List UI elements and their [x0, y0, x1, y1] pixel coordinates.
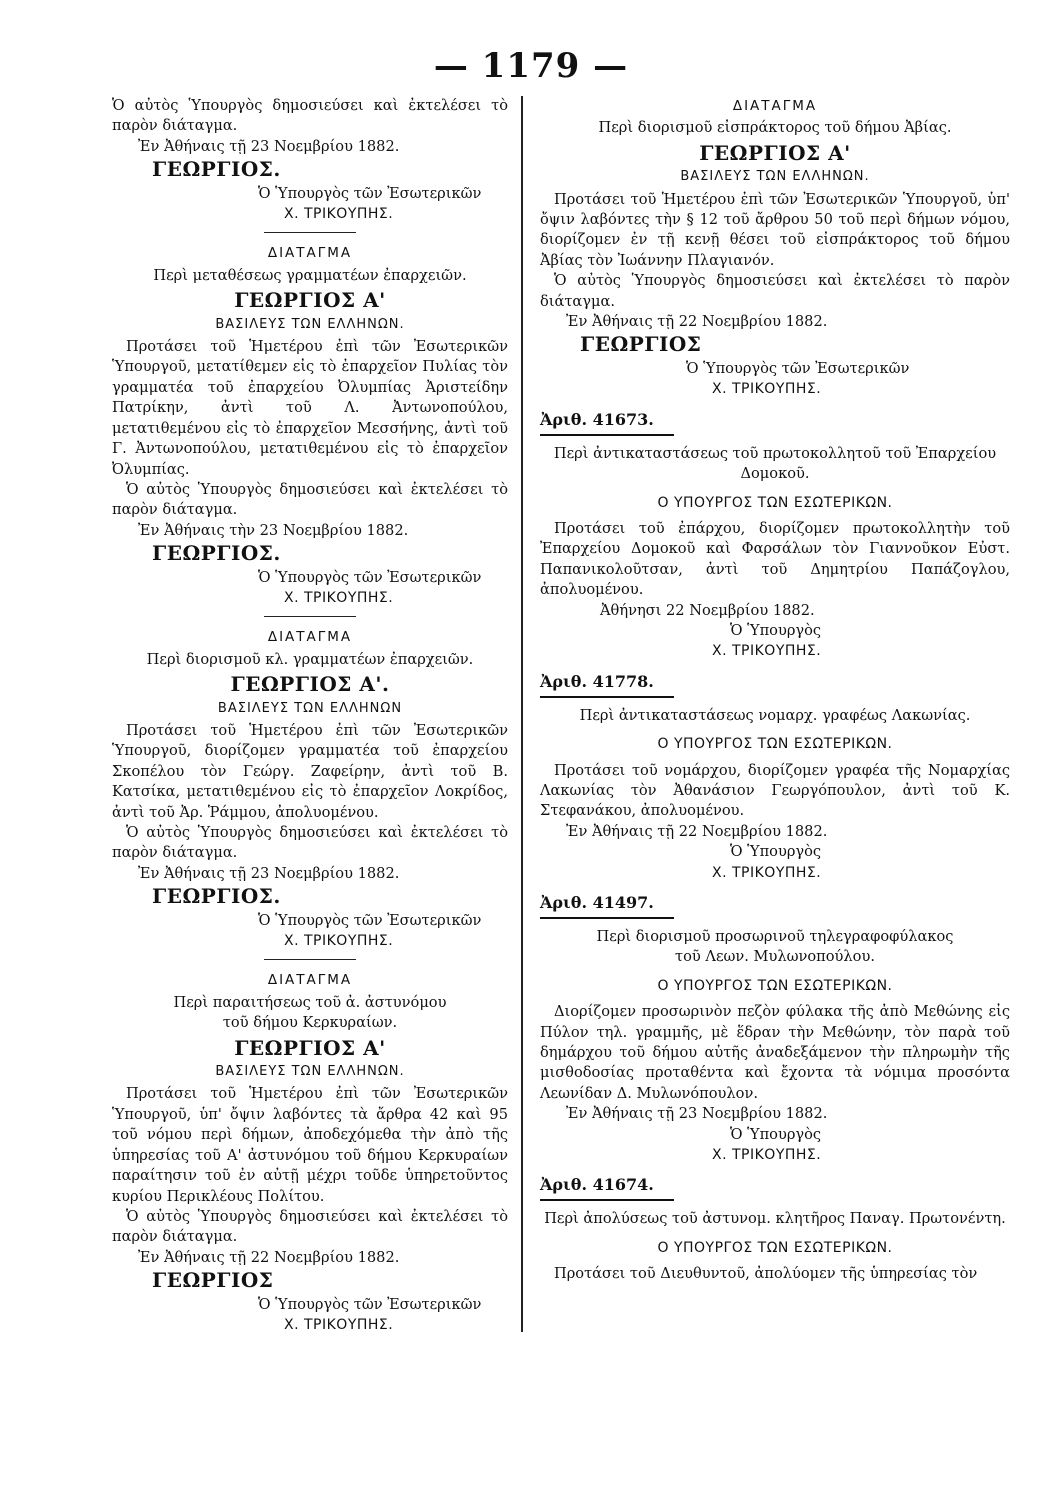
king-heading: ΓΕΩΡΓΙΟΣ Α' [699, 140, 851, 165]
order-number-row [540, 410, 1010, 436]
minister-title: Ὁ Ὑπουργὸς [730, 843, 822, 861]
minister-title: Ὁ Ὑπουργὸς τῶν Ἐσωτερικῶν [686, 359, 910, 377]
order-number-underline [540, 696, 674, 698]
minister-heading: Ο ΥΠΟΥΡΓΟΣ ΤΩΝ ΕΣΩΤΕΡΙΚΩΝ. [657, 736, 893, 753]
king-heading: ΓΕΩΡΓΙΟΣ Α' [234, 1035, 386, 1060]
date-line: Ἐν Ἀθήναις τῇ 22 Νοεμβρίου 1882. [566, 313, 828, 331]
minister-title: Ὁ Ὑπουργὸς τῶν Ἐσωτερικῶν [258, 184, 482, 202]
continued-decree-ending [112, 96, 508, 224]
order-body: Διορίζομεν προσωρινὸν πεζὸν φύλακα τῆς ἀπὸ Μεθώνης εἰς Πύλον τηλ. γραμμῆς, μὲ ἕδραν τὴν Μεθώνην, τὸν παρὰ τοῦ δημάρχου τοῦ δήμου αὐτῆς ἀναδεξάμενον τὴν πληρωμὴν τῆς μισθοδοσίας προταθέντα καὶ ἔχοντα τὰ νόμιμα προσόντα Λεωνίδαν Δ. Μυλωνόπουλον. [540, 1003, 1010, 1102]
order-subject: Περὶ ἀντικαταστάσεως νομαρχ. γραφέως Λακωνίας. [579, 706, 971, 724]
order-number-underline [540, 434, 674, 436]
king-heading: ΓΕΩΡΓΙΟΣ Α'. [230, 672, 390, 697]
closing-text: Ὁ αὐτὸς Ὑπουργὸς δημοσιεύσει καὶ ἐκτελέσει τὸ παρὸν διάταγμα. [540, 272, 1010, 310]
order-subject-cont: τοῦ Λεων. Μυλωνοπούλου. [675, 948, 875, 966]
order-number: Ἀριθ. 41778. [540, 671, 654, 691]
basileus-heading: ΒΑΣΙΛΕΥΣ ΤΩΝ ΕΛΛΗΝΩΝ. [680, 169, 870, 185]
minister-name: Χ. ΤΡΙΚΟΥΠΗΣ. [284, 1316, 394, 1333]
closing-text: Ὁ αὐτὸς Ὑπουργὸς δημοσιεύσει καὶ ἐκτελέσει τὸ παρὸν διάταγμα. [112, 1207, 508, 1246]
date-line: Ἐν Ἀθήναις τῇ 23 Νοεμβρίου 1882. [138, 137, 400, 155]
order-number-row [540, 672, 1010, 698]
decree-subject-cont: τοῦ δήμου Κερκυραίων. [222, 1014, 398, 1032]
page-number: — 1179 — [433, 46, 629, 86]
section-separator [264, 616, 356, 617]
order-number-row [540, 1175, 1010, 1201]
minister-name: Χ. ΤΡΙΚΟΥΠΗΣ. [284, 206, 394, 223]
right-column [540, 96, 1010, 1285]
king-signature: ΓΕΩΡΓΙΟΣ [152, 1268, 274, 1293]
king-signature: ΓΕΩΡΓΙΟΣ. [152, 157, 281, 182]
decree-body: Προτάσει τοῦ Ἡμετέρου ἐπὶ τῶν Ἐσωτερικῶν Ὑπουργοῦ, μετατίθεμεν εἰς τὸ ἐπαρχεῖον Πυλίας τὸν γραμματέα τοῦ ἐπαρχείου Ὀλυμπίας Ἀριστείδην Πατρίκην, ἀντὶ τοῦ Λ. Ἀντωνοπούλου, μετατιθεμένου εἰς τὸ ἐπαρχεῖον Μεσσήνης, ἀντὶ τοῦ Γ. Ἀντωνοπούλου, μετατιθεμένου εἰς τὸ ἐπαρχεῖον Ὀλυμπίας. [112, 338, 508, 478]
decree-heading: ΔΙΑΤΑΓΜΑ [732, 98, 818, 114]
section-separator [264, 232, 356, 233]
order-number: Ἀριθ. 41674. [540, 1175, 654, 1195]
king-signature: ΓΕΩΡΓΙΟΣ [580, 332, 702, 357]
order-body: Προτάσει τοῦ Διευθυντοῦ, ἀπολύομεν τῆς ὑπηρεσίας τὸν [554, 1265, 978, 1283]
order-body: Προτάσει τοῦ ἐπάρχου, διορίζομεν πρωτοκολλητὴν τοῦ Ἐπαρχείου Δομοκοῦ καὶ Φαρσάλων τὸν Γιαννοῦκον Εὐστ. Παπανικολοῦτσαν, ἀντὶ τοῦ Δημητρίου Παπάζογλου, ἀπολυομένου. [540, 519, 1010, 599]
king-signature: ΓΕΩΡΓΙΟΣ. [152, 541, 281, 566]
order-41674 [540, 1175, 1010, 1284]
section-separator [264, 959, 356, 960]
closing-text: Ὁ αὐτὸς Ὑπουργὸς δημοσιεύσει καὶ ἐκτελέσει τὸ παρὸν διάταγμα. [112, 824, 508, 862]
decree-heading: ΔΙΑΤΑΓΜΑ [267, 245, 353, 262]
minister-heading: Ο ΥΠΟΥΡΓΟΣ ΤΩΝ ΕΣΩΤΕΡΙΚΩΝ. [657, 1239, 893, 1256]
closing-text: Ὁ αὐτὸς Ὑπουργὸς δημοσιεύσει καὶ ἐκτελέσει τὸ παρὸν διάταγμα. [112, 97, 508, 135]
order-number-row [540, 893, 1010, 919]
decree-police-resignation [112, 970, 508, 1335]
order-subject: Περὶ διορισμοῦ προσωρινοῦ τηλεγραφοφύλακος [596, 928, 954, 945]
minister-name: Χ. ΤΡΙΚΟΥΠΗΣ. [284, 933, 394, 950]
minister-title: Ὁ Ὑπουργὸς τῶν Ἐσωτερικῶν [258, 568, 482, 586]
date-line: Ἐν Ἀθήναις τῇ 22 Νοεμβρίου 1882. [138, 1248, 400, 1266]
decree-subject: Περὶ διορισμοῦ κλ. γραμματέων ἐπαρχειῶν. [146, 650, 474, 668]
decree-heading: ΔΙΑΤΑΓΜΑ [267, 629, 353, 646]
decree-subject: Περὶ παραιτήσεως τοῦ ἀ. ἀστυνόμου [173, 993, 447, 1011]
basileus-heading: ΒΑΣΙΛΕΥΣ ΤΩΝ ΕΛΛΗΝΩΝ. [215, 316, 405, 332]
date-line: Ἐν Ἀθήναις τὴν 23 Νοεμβρίου 1882. [138, 521, 409, 539]
date-line: Ἐν Ἀθήναις τῇ 22 Νοεμβρίου 1882. [566, 822, 828, 840]
decree-transfer-secretaries [112, 243, 508, 608]
king-heading: ΓΕΩΡΓΙΟΣ Α' [234, 288, 386, 313]
minister-title: Ὁ Ὑπουργὸς τῶν Ἐσωτερικῶν [258, 1295, 482, 1313]
minister-name: Χ. ΤΡΙΚΟΥΠΗΣ. [712, 643, 822, 660]
basileus-heading: ΒΑΣΙΛΕΥΣ ΤΩΝ ΕΛΛΗΝΩΝ. [215, 1064, 405, 1080]
minister-name: Χ. ΤΡΙΚΟΥΠΗΣ. [712, 1147, 822, 1164]
decree-body: Προτάσει τοῦ Ἡμετέρου ἐπὶ τῶν Ἐσωτερικῶν Ὑπουργοῦ, διορίζομεν γραμματέα τοῦ ἐπαρχείου Σκοπέλου τὸν Γεώργ. Ζαφείρην, ἀντὶ τοῦ Β. Κατσίκα, μετατιθεμένου εἰς τὸ ἐπαρχεῖον Λοκρίδος, ἀντὶ τοῦ Ἀρ. Ῥάμμου, ἀπολυομένου. [112, 721, 508, 821]
order-number-underline [540, 917, 674, 919]
order-number: Ἀριθ. 41497. [540, 893, 654, 912]
minister-heading: Ο ΥΠΟΥΡΓΟΣ ΤΩΝ ΕΣΩΤΕΡΙΚΩΝ. [657, 494, 893, 511]
decree-tax-collector [540, 96, 1010, 400]
order-41778 [540, 672, 1010, 883]
minister-title: Ὁ Ὑπουργὸς τῶν Ἐσωτερικῶν [258, 911, 482, 929]
decree-heading: ΔΙΑΤΑΓΜΑ [267, 972, 353, 989]
minister-name: Χ. ΤΡΙΚΟΥΠΗΣ. [284, 589, 394, 606]
decree-subject: Περὶ διορισμοῦ εἰσπράκτορος τοῦ δήμου Ἀβίας. [598, 119, 952, 137]
order-41497 [540, 893, 1010, 1165]
basileus-heading: ΒΑΣΙΛΕΥΣ ΤΩΝ ΕΛΛΗΝΩΝ [217, 700, 403, 716]
decree-appoint-secretaries [112, 627, 508, 951]
order-subject: Περὶ ἀπολύσεως τοῦ ἀστυνομ. κλητῆρος Παναγ. Πρωτονέντη. [544, 1210, 1006, 1228]
minister-name: Χ. ΤΡΙΚΟΥΠΗΣ. [712, 381, 822, 398]
order-subject: Περὶ ἀντικαταστάσεως τοῦ πρωτοκολλητοῦ τοῦ Ἐπαρχείου Δομοκοῦ. [553, 444, 997, 483]
order-body: Προτάσει τοῦ νομάρχου, διορίζομεν γραφέα τῆς Νομαρχίας Λακωνίας τὸν Ἀθανάσιον Γεωργόπουλον, ἀντὶ τοῦ Κ. Στεφανάκου, ἀπολυομένου. [540, 761, 1010, 820]
minister-title: Ὁ Ὑπουργὸς [730, 621, 822, 639]
decree-subject: Περὶ μεταθέσεως γραμματέων ἐπαρχειῶν. [153, 266, 467, 284]
order-41673 [540, 410, 1010, 662]
decree-body: Προτάσει τοῦ Ἡμετέρου ἐπὶ τῶν Ἐσωτερικῶν Ὑπουργοῦ, ὑπ' ὄψιν λαβόντες τὴν § 12 τοῦ ἄρθρου 50 τοῦ περὶ δήμων νόμου, διορίζομεν ἐν τῇ κενῇ θέσει τοῦ εἰσπράκτορος τοῦ δήμου Ἀβίας τὸν Ἰωάννην Πλαγιανόν. [540, 190, 1010, 269]
minister-heading: Ο ΥΠΟΥΡΓΟΣ ΤΩΝ ΕΣΩΤΕΡΙΚΩΝ. [657, 977, 893, 994]
king-signature: ΓΕΩΡΓΙΟΣ. [152, 884, 281, 909]
left-column [112, 96, 508, 1335]
minister-title: Ὁ Ὑπουργὸς [730, 1125, 822, 1143]
column-divider [521, 96, 523, 1332]
minister-name: Χ. ΤΡΙΚΟΥΠΗΣ. [712, 864, 822, 881]
order-number: Ἀριθ. 41673. [540, 409, 654, 429]
date-line: Ἀθήνησι 22 Νοεμβρίου 1882. [600, 601, 815, 619]
order-number-underline [540, 1199, 674, 1201]
closing-text: Ὁ αὐτὸς Ὑπουργὸς δημοσιεύσει καὶ ἐκτελέσει τὸ παρὸν διάταγμα. [112, 480, 508, 519]
date-line: Ἐν Ἀθήναις τῇ 23 Νοεμβρίου 1882. [138, 864, 400, 882]
decree-body: Προτάσει τοῦ Ἡμετέρου ἐπὶ τῶν Ἐσωτερικῶν Ὑπουργοῦ, ὑπ' ὄψιν λαβόντες τὰ ἄρθρα 42 καὶ 95 τοῦ νόμου περὶ δήμων, ἀποδεχόμεθα τὴν ἀπὸ τῆς ὑπηρεσίας τοῦ Α' ἀστυνόμου τοῦ δήμου Κερκυραίων παραίτησιν τοῦ ἐν αὐτῇ μέχρι τοῦδε ὑπηρετοῦντος κυρίου Περικλέους Πολίτου. [112, 1085, 508, 1205]
date-line: Ἐν Ἀθήναις τῇ 23 Νοεμβρίου 1882. [566, 1105, 828, 1123]
